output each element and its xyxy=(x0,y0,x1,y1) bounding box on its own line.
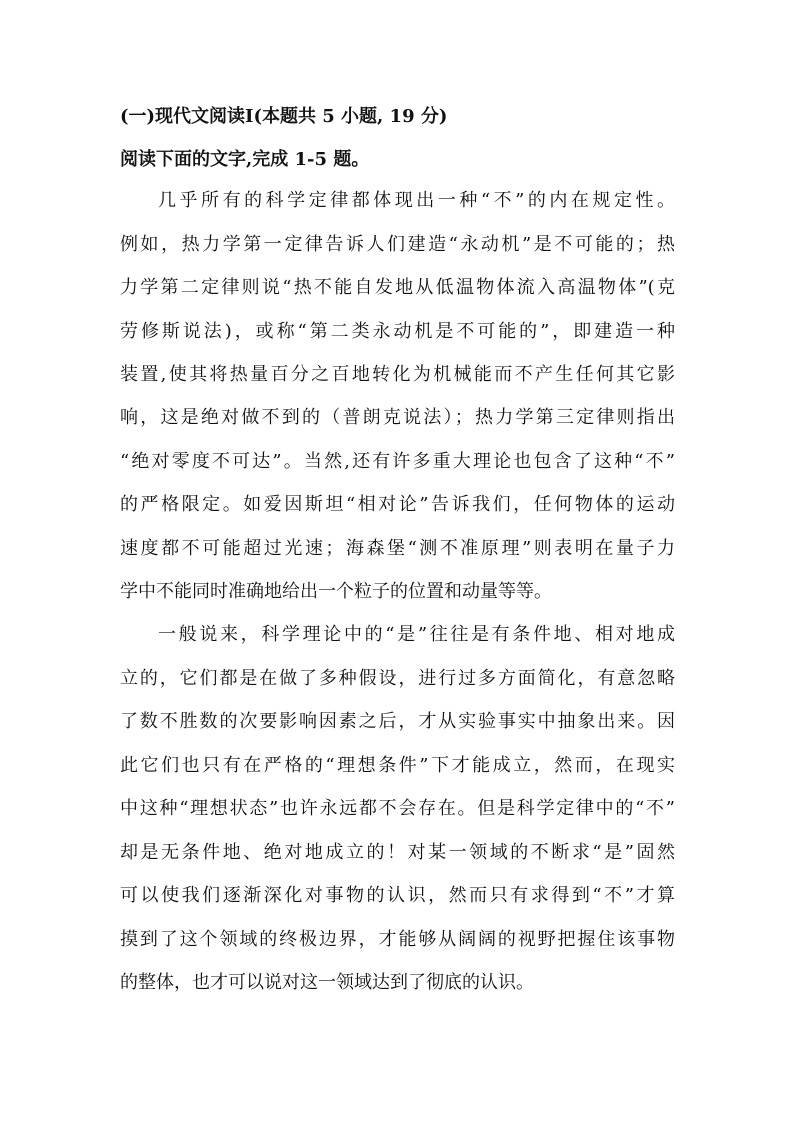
paragraph-2-line: 摸到了这个领域的终极边界，才能够从阔阔的视野把握住该事物 xyxy=(120,929,675,950)
paragraph-2-line: 了数不胜数的次要影响因素之后，才从实验事实中抽象出来。因 xyxy=(120,711,675,732)
paragraph-1-line: 学中不能同时准确地给出一个粒子的位置和动量等等。 xyxy=(120,581,552,602)
paragraph-1-line: 劳修斯说法)，或称“第二类永动机是不可能的”，即建造一种 xyxy=(120,321,675,342)
paragraph-1-line: 速度都不可能超过光速；海森堡“测不准原理”则表明在量子力 xyxy=(120,538,675,559)
paragraph-2-line: 可以使我们逐渐深化对事物的认识，然而只有求得到“不”才算 xyxy=(120,885,675,906)
paragraph-2-line: 的整体，也才可以说对这一领域达到了彻底的认识。 xyxy=(120,972,534,993)
paragraph-1-line: 的严格限定。如爱因斯坦“相对论”告诉我们，任何物体的运动 xyxy=(120,494,675,515)
paragraph-2-line: 却是无条件地、绝对地成立的！对某一领域的不断求“是”固然 xyxy=(120,842,675,863)
paragraph-1-line: 例如，热力学第一定律告诉人们建造“永动机”是不可能的；热 xyxy=(120,234,675,255)
paragraph-1-line: 响，这是绝对做不到的（普朗克说法）；热力学第三定律则指出 xyxy=(120,407,675,428)
reading-instruction: 阅读下面的文字,完成 1-5 题。 xyxy=(120,149,370,170)
section-heading: (一)现代文阅读Ⅰ(本题共 5 小题, 19 分) xyxy=(120,106,448,127)
paragraph-1-line: “绝对零度不可达”。当然,还有许多重大理论也包含了这种“不” xyxy=(120,451,675,472)
paragraph-1-line: 装置,使其将热量百分之百地转化为机械能而不产生任何其它影 xyxy=(120,364,675,385)
paragraph-2-line: 中这种“理想状态”也许永远都不会存在。但是科学定律中的“不” xyxy=(120,798,675,819)
paragraph-2-line: 此它们也只有在严格的“理想条件”下才能成立，然而，在现实 xyxy=(120,755,675,776)
paragraph-1-line: 力学第二定律则说“热不能自发地从低温物体流入高温物体”(克 xyxy=(120,277,675,298)
paragraph-2-line: 立的，它们都是在做了多种假设，进行过多方面简化，有意忽略 xyxy=(120,668,675,689)
paragraph-1-line: 几乎所有的科学定律都体现出一种“不”的内在规定性。 xyxy=(158,190,675,211)
paragraph-2-line: 一般说来，科学理论中的“是”往往是有条件地、相对地成 xyxy=(158,624,675,645)
